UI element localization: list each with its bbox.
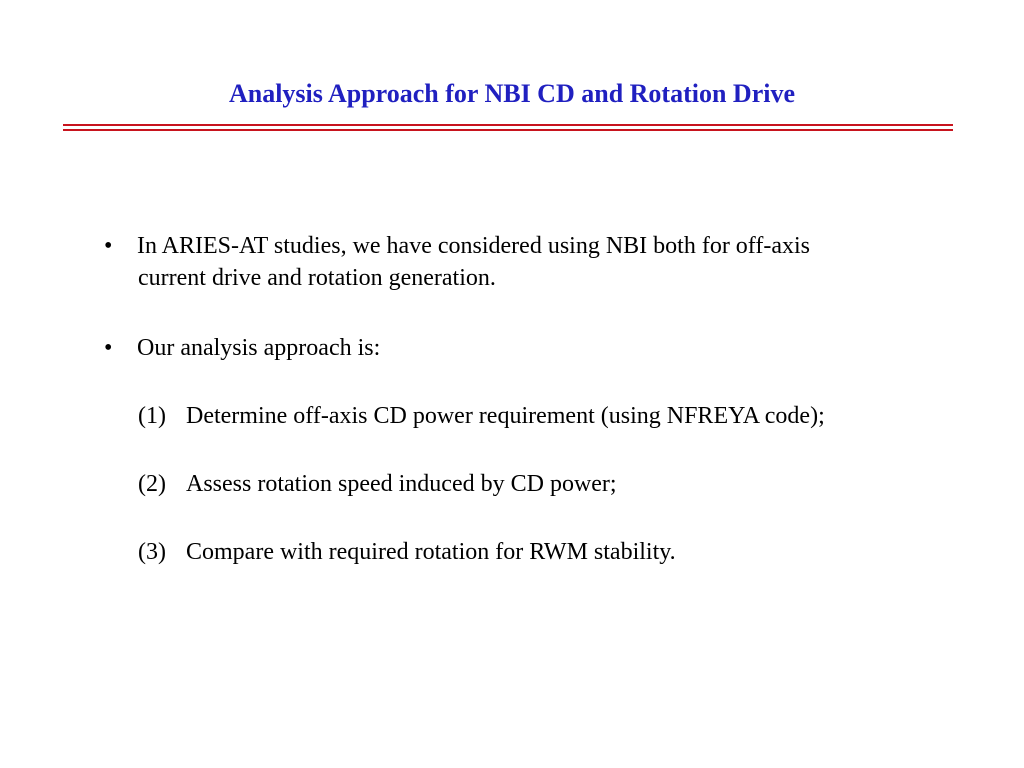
bullet-marker: • [104, 233, 113, 259]
bullet-marker: • [104, 335, 113, 361]
step-text: Assess rotation speed induced by CD power; [186, 471, 617, 497]
step-item-1 [138, 400, 998, 432]
bullet-text: In ARIES-AT studies, we have considered using NBI both for off-axis [137, 233, 811, 259]
divider-line-top [63, 124, 953, 126]
step-number: (3) [138, 539, 166, 565]
step-text: Compare with required rotation for RWM stability. [186, 539, 676, 565]
slide-title: Analysis Approach for NBI CD and Rotation Drive [228, 79, 796, 108]
step-number: (2) [138, 471, 166, 497]
step-text: Determine off-axis CD power requirement (using NFREYA code); [186, 403, 825, 429]
step-item-2 [138, 468, 998, 500]
bullet-item-1-continuation: current drive and rotation generation. [138, 265, 496, 291]
bullet-text: Our analysis approach is: [137, 335, 381, 361]
divider-line-bottom [63, 129, 953, 131]
step-number: (1) [138, 403, 166, 429]
step-item-3 [138, 536, 998, 568]
title-divider [63, 124, 953, 131]
